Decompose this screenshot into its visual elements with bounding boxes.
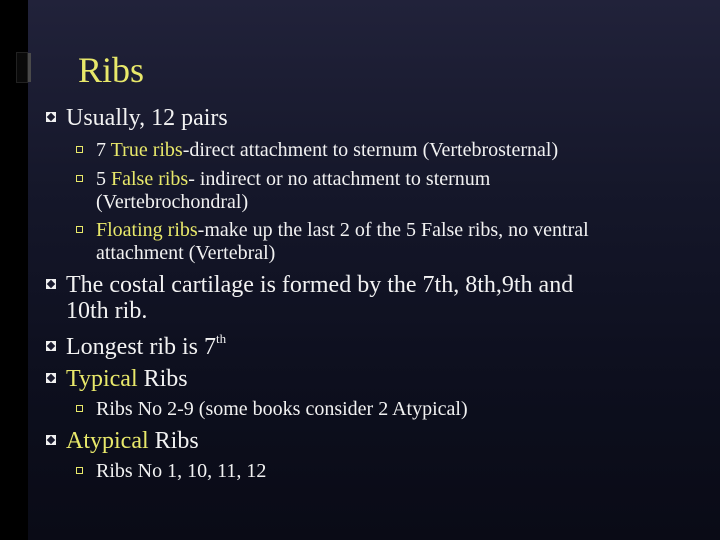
square-bullet-icon	[46, 373, 56, 383]
title-accent-bar	[16, 52, 28, 83]
square-bullet-icon	[46, 112, 56, 122]
sub-bullet-typical-range: Ribs No 2-9 (some books consider 2 Atypical)	[76, 398, 468, 421]
sub-bullet-atypical-list: Ribs No 1, 10, 11, 12	[76, 460, 266, 483]
sub-bullet-floating-ribs: Floating ribs-make up the last 2 of the 5 False ribs, no ventral attachment (Vertebral)	[76, 219, 589, 265]
bullet-typical-ribs: Typical Ribs	[46, 366, 188, 392]
bullet-longest-rib: Longest rib is 7th	[46, 334, 226, 360]
bullet-atypical-ribs: Atypical Ribs	[46, 428, 199, 454]
bullet-costal-cartilage: The costal cartilage is formed by the 7th, 8th,9th and 10th rib.	[46, 272, 573, 324]
square-bullet-icon	[46, 279, 56, 289]
hollow-square-bullet-icon	[76, 146, 83, 153]
square-bullet-icon	[46, 435, 56, 445]
hollow-square-bullet-icon	[76, 467, 83, 474]
slide-title: Ribs	[78, 50, 145, 90]
sub-bullet-false-ribs: 5 False ribs- indirect or no attachment to sternum (Vertebrochondral)	[76, 168, 490, 214]
hollow-square-bullet-icon	[76, 175, 83, 182]
hollow-square-bullet-icon	[76, 405, 83, 412]
sub-bullet-true-ribs: 7 True ribs-direct attachment to sternum (Vertebrosternal)	[76, 139, 558, 162]
square-bullet-icon	[46, 341, 56, 351]
bullet-usually-12-pairs: Usually, 12 pairs	[46, 105, 228, 131]
hollow-square-bullet-icon	[76, 226, 83, 233]
